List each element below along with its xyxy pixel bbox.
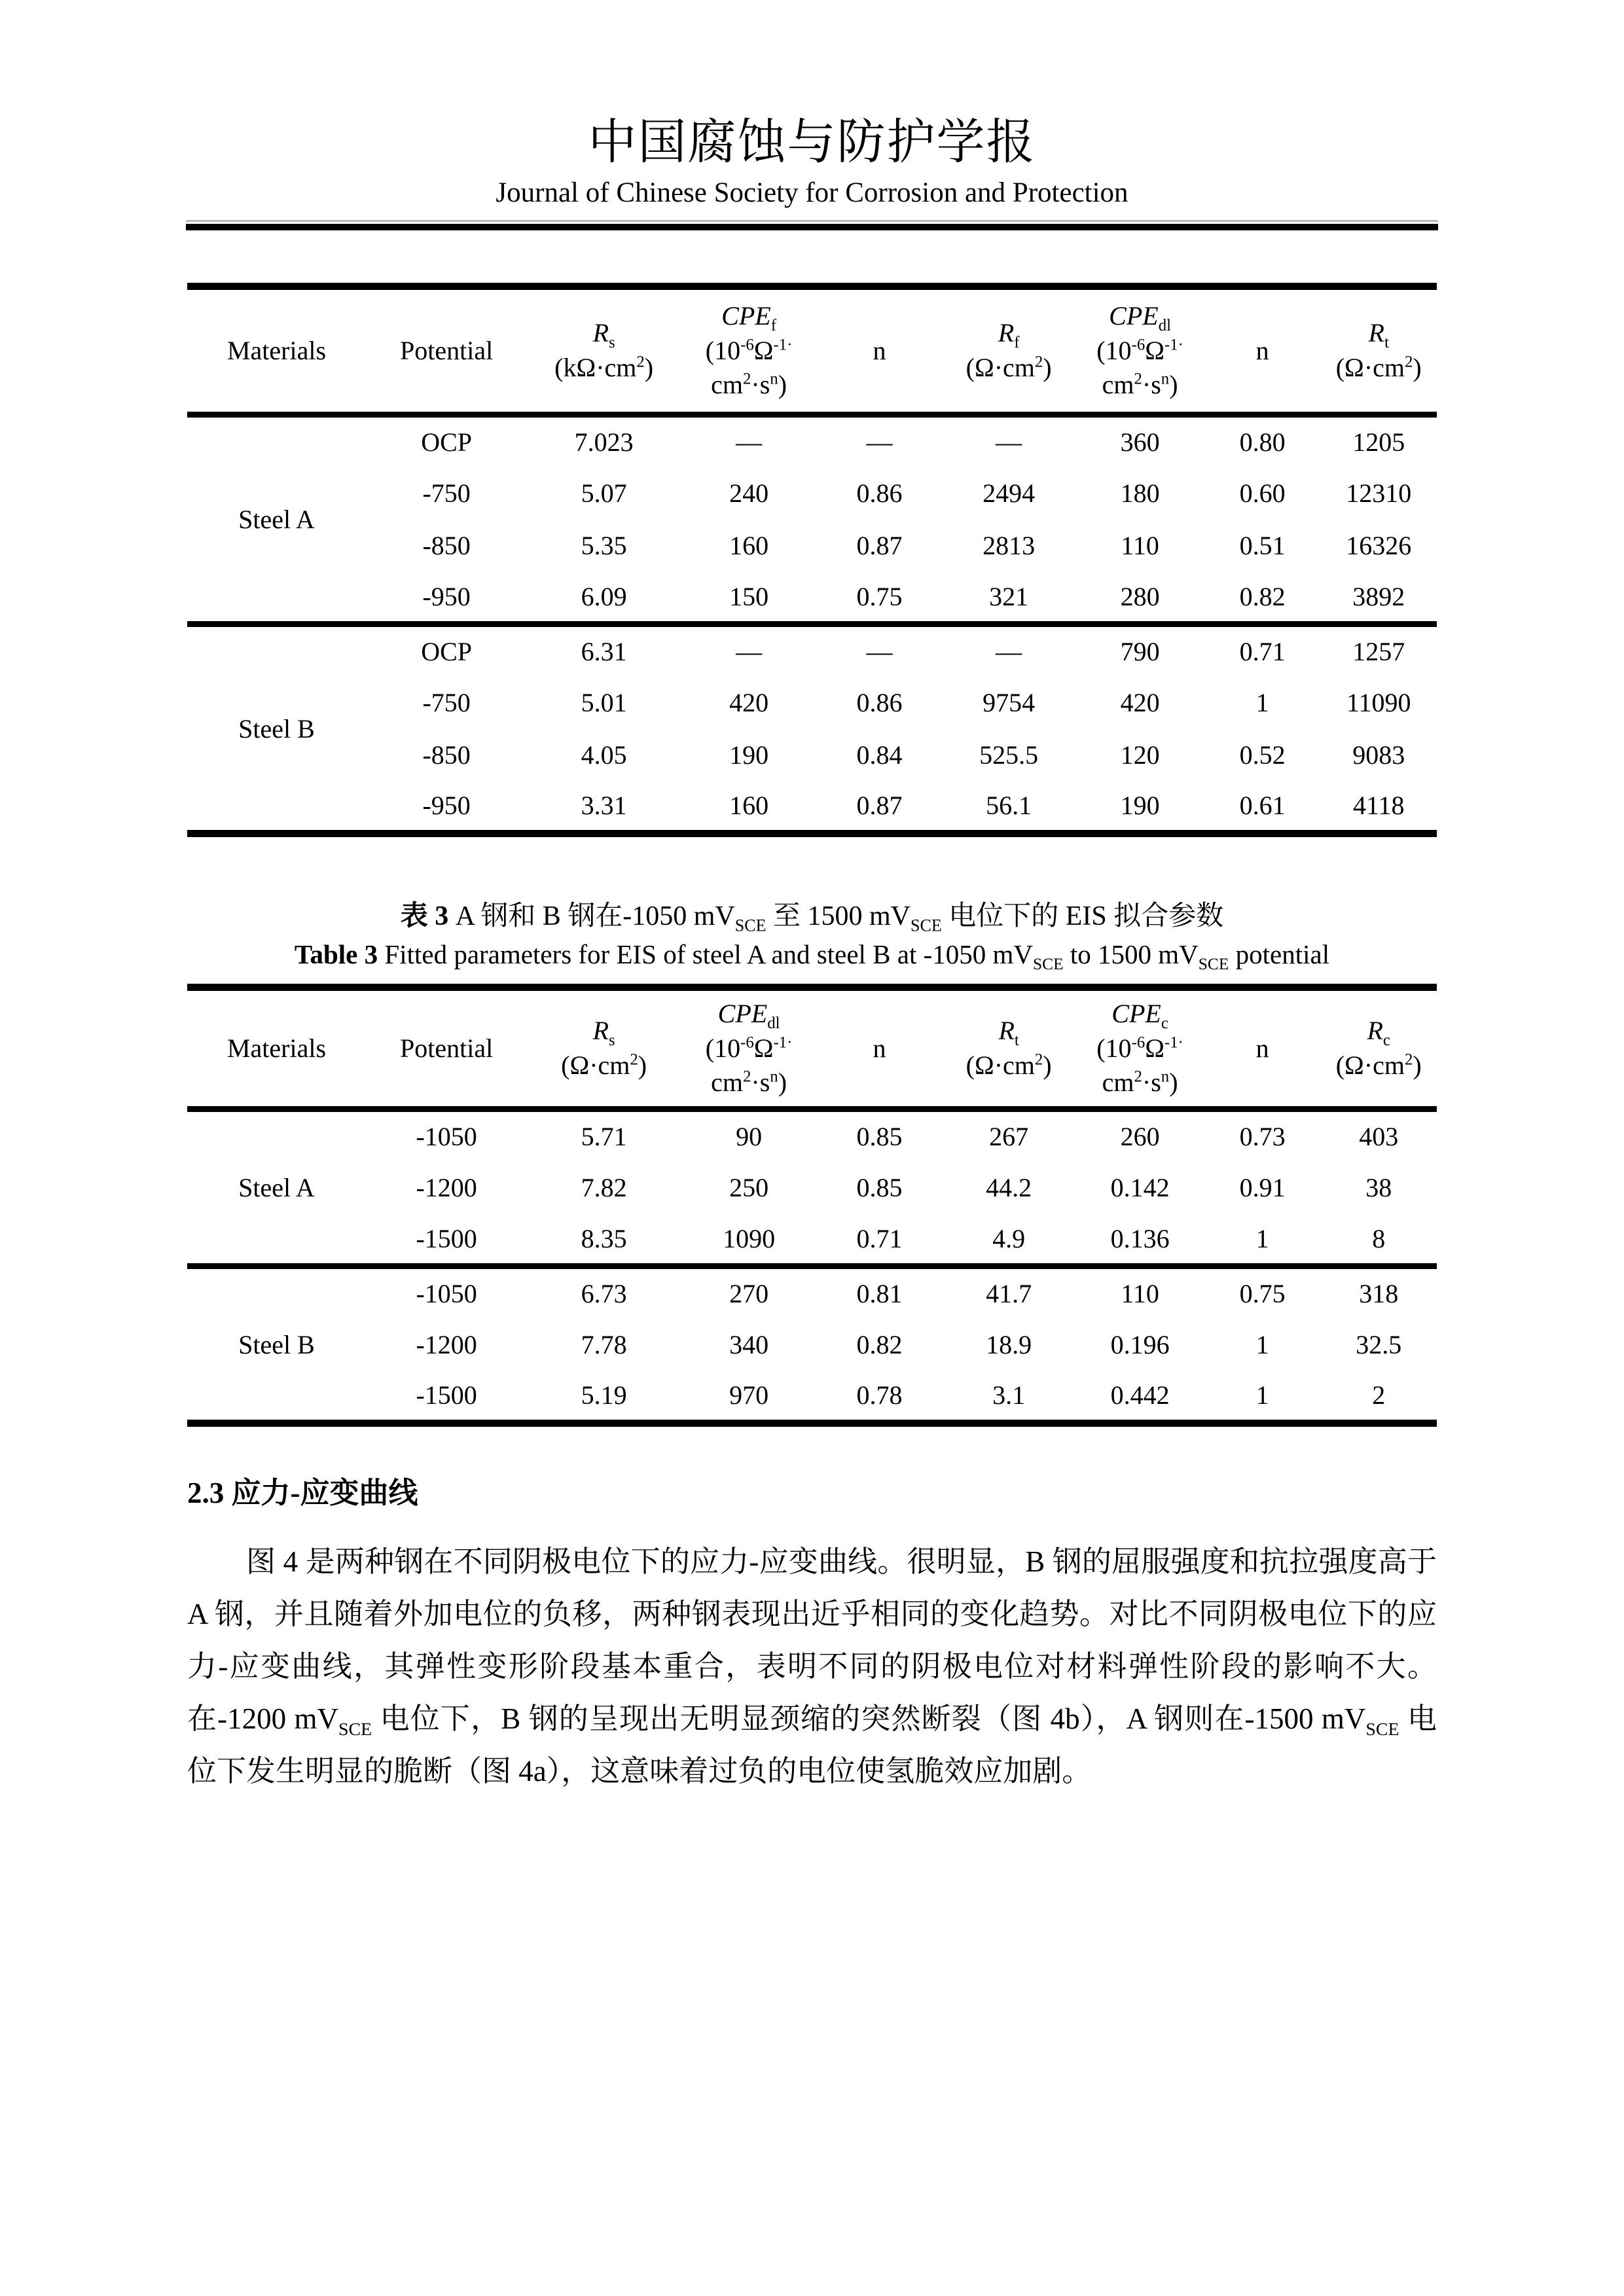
- table-cell: 1090: [723, 1223, 776, 1253]
- table-cell: 321: [989, 581, 1029, 611]
- potential-cell: -850: [422, 740, 471, 770]
- journal-header: [0, 0, 1624, 230]
- table-cell: 420: [729, 688, 769, 717]
- table-cell: 7.023: [574, 427, 634, 457]
- table-cell: 0.136: [1110, 1223, 1170, 1253]
- table-cell: 9083: [1352, 740, 1405, 770]
- table-cell: 150: [729, 581, 769, 611]
- table-cell: 340: [729, 1330, 769, 1359]
- table-row: [187, 1162, 1437, 1214]
- table-cell: 0.71: [856, 1223, 903, 1253]
- table-cell: 5.35: [581, 531, 627, 560]
- table-cell: 110: [1121, 1279, 1159, 1309]
- potential-cell: -950: [422, 581, 471, 611]
- column-header-n2: n: [1255, 335, 1269, 365]
- steel-a-group: [187, 415, 1437, 624]
- section-heading: 2.3 应力-应变曲线: [187, 1477, 418, 1509]
- table-3-caption-chinese: 表 3 A 钢和 B 钢在-1050 $mV_{SCE}$ 至 1500 $mV_{SCE}$ 电位下的 EIS 拟合参数: [400, 901, 1224, 935]
- table-cell: 190: [1120, 791, 1160, 821]
- table-cell: 2: [1372, 1380, 1386, 1410]
- table-cell: 0.86: [856, 688, 903, 717]
- table-cell: 11090: [1346, 688, 1411, 717]
- table-cell: 0.81: [856, 1279, 903, 1309]
- column-header-n1: n: [873, 1033, 886, 1063]
- table-cell: 1205: [1352, 427, 1405, 457]
- table-cell: 190: [729, 740, 769, 770]
- table-cell: 0.80: [1239, 427, 1286, 457]
- table-cell: 525.5: [979, 740, 1039, 770]
- potential-cell: -1200: [416, 1330, 477, 1359]
- material-cell: Steel B: [238, 713, 315, 744]
- table-cell: 1: [1255, 1330, 1269, 1359]
- table-cell: 32.5: [1356, 1330, 1402, 1359]
- table-cell: —: [996, 427, 1022, 457]
- column-header-rs: $R_s$ $(k\Omega\cdot cm^2)$: [554, 318, 654, 382]
- potential-cell: OCP: [421, 637, 473, 667]
- table-3-caption-english: Table 3 Fitted parameters for EIS of steel A and steel B at -1050 $mV_{SCE}$ to 1500 $mV_{SCE}$ potential: [294, 939, 1330, 974]
- table-row: [187, 520, 1437, 572]
- table-cell: 3892: [1352, 581, 1405, 611]
- table-cell: 3.31: [581, 791, 627, 821]
- table-cell: 8: [1372, 1223, 1386, 1253]
- column-header-potential: Potential: [400, 335, 494, 365]
- table-cell: 12310: [1346, 478, 1412, 508]
- table-cell: 0.60: [1239, 478, 1286, 508]
- table-cell: 160: [729, 791, 769, 821]
- table-cell: 1: [1255, 688, 1269, 717]
- column-header-cpe-dl: $CPE_{dl}$ ($10^{-6}\Omega^{-1\cdot}$ $cm^2\cdot s^n$): [1096, 300, 1183, 400]
- table-cell: 0.61: [1239, 791, 1286, 821]
- table-header-row: [187, 287, 1437, 415]
- table-3-header: [187, 988, 1437, 1109]
- table-cell: 240: [729, 478, 769, 508]
- column-header-n1: n: [873, 335, 886, 365]
- table-cell: 250: [729, 1173, 769, 1202]
- potential-cell: -1500: [416, 1223, 477, 1253]
- table-cell: 790: [1120, 637, 1160, 667]
- table-cell: 2813: [983, 531, 1036, 560]
- table-cell: 420: [1120, 688, 1160, 717]
- table-row: [187, 781, 1437, 834]
- table-cell: 4.9: [992, 1223, 1026, 1253]
- table-cell: 0.52: [1239, 740, 1286, 770]
- table-cell: 8.35: [581, 1223, 627, 1253]
- material-cell: Steel B: [238, 1329, 315, 1359]
- table-cell: 0.85: [856, 1122, 903, 1152]
- table-cell: 0.75: [1239, 1279, 1286, 1309]
- table-header-row: [187, 988, 1437, 1109]
- table-cell: 6.31: [581, 637, 627, 667]
- table-cell: 1257: [1352, 637, 1405, 667]
- table-cell: 4118: [1352, 791, 1405, 821]
- table-row: [187, 467, 1437, 520]
- table-cell: 0.73: [1239, 1122, 1286, 1152]
- potential-cell: -750: [422, 688, 471, 717]
- eis-parameters-table-1: [187, 283, 1437, 837]
- table-cell: 0.78: [856, 1380, 903, 1410]
- table-cell: 970: [729, 1380, 769, 1410]
- table-cell: 0.51: [1239, 531, 1286, 560]
- table-cell: 5.07: [581, 478, 627, 508]
- column-header-cpe-c: $CPE_c$ ($10^{-6}\Omega^{-1\cdot}$ $cm^2\cdot s^n$): [1096, 998, 1183, 1098]
- table-cell: 0.87: [856, 531, 903, 560]
- table-cell: 18.9: [986, 1330, 1032, 1359]
- table-cell: 270: [729, 1279, 769, 1309]
- table-cell: 5.71: [581, 1122, 627, 1152]
- column-header-n2: n: [1255, 1033, 1269, 1063]
- potential-cell: -1050: [416, 1122, 477, 1152]
- body-paragraph: 图 4 是两种钢在不同阴极电位下的应力-应变曲线。很明显，B 钢的屈服强度和抗拉强度高于 A 钢，并且随着外加电位的负移，两种钢表现出近乎相同的变化趋势。对比不同阴极电位下的应力-应变曲线，其弹性变形阶段基本重合，表明不同的阴极电位对材料弹性阶段的影响不大。在-1200 $mV_{SCE}$ 电位下，B 钢的呈现出无明显颈缩的突然断裂（图 4b），A 钢则在-1500 $mV_{SCE}$ 电位下发生明显的脆断（图 4a），这意味着过负的电位使氢脆效应加剧。: [187, 1545, 1437, 1787]
- header-rule-thick-line: [186, 224, 1438, 230]
- journal-title-english: Journal of Chinese Society for Corrosion and Protection: [496, 177, 1128, 208]
- table-cell: 318: [1359, 1279, 1399, 1309]
- potential-cell: -750: [422, 478, 471, 508]
- table-cell: 0.85: [856, 1173, 903, 1202]
- table-cell: 267: [989, 1122, 1029, 1152]
- header-rule-thin-line: [186, 220, 1438, 222]
- table-cell: 0.75: [856, 581, 903, 611]
- material-cell: Steel A: [238, 1173, 315, 1202]
- table-cell: 9754: [983, 688, 1036, 717]
- table-cell: 110: [1121, 531, 1159, 560]
- table-cell: 360: [1120, 427, 1160, 457]
- table-cell: 0.82: [1239, 581, 1286, 611]
- eis-parameters-table-3: [187, 984, 1437, 1427]
- table-cell: 5.01: [581, 688, 627, 717]
- steel-a-group: [187, 1109, 1437, 1266]
- table-cell: 6.73: [581, 1279, 627, 1309]
- table-cell: 0.71: [1239, 637, 1286, 667]
- table-cell: 0.196: [1110, 1330, 1170, 1359]
- table-cell: 1: [1255, 1380, 1269, 1410]
- table-row: [187, 624, 1437, 677]
- page-content: [187, 283, 1437, 1797]
- table-cell: 0.91: [1239, 1173, 1286, 1202]
- table-cell: 0.82: [856, 1330, 903, 1359]
- table-row: [187, 415, 1437, 467]
- potential-cell: -1500: [416, 1380, 477, 1410]
- table-cell: 260: [1120, 1122, 1160, 1152]
- steel-b-group: [187, 1266, 1437, 1424]
- table-cell: 41.7: [986, 1279, 1032, 1309]
- steel-b-group: [187, 624, 1437, 834]
- column-header-rf: $R_f$ $(\Omega\cdot cm^2)$: [965, 318, 1052, 382]
- table-cell: 2494: [983, 478, 1036, 508]
- column-header-cpe-dl: $CPE_{dl}$ ($10^{-6}\Omega^{-1\cdot}$ $cm^2\cdot s^n$): [705, 998, 793, 1098]
- table-cell: 120: [1120, 740, 1160, 770]
- table-cell: 0.442: [1110, 1380, 1170, 1410]
- column-header-materials: Materials: [226, 335, 327, 365]
- column-header-rt: $R_t$ $(\Omega\cdot cm^2)$: [1335, 318, 1422, 382]
- header-rule: [186, 220, 1438, 230]
- table-cell: 7.82: [581, 1173, 627, 1202]
- table-row: [187, 1266, 1437, 1319]
- table-cell: 0.86: [856, 478, 903, 508]
- table-row: [187, 677, 1437, 729]
- table-cell: —: [736, 637, 763, 667]
- table-cell: 0.84: [856, 740, 903, 770]
- potential-cell: OCP: [421, 427, 473, 457]
- column-header-materials: Materials: [226, 1033, 327, 1063]
- table-cell: 7.78: [581, 1330, 627, 1359]
- table-cell: 1: [1255, 1223, 1269, 1253]
- column-header-rt: $R_t$ $(\Omega\cdot cm^2)$: [965, 1016, 1052, 1080]
- table-cell: 180: [1120, 478, 1160, 508]
- table-cell: 3.1: [992, 1380, 1026, 1410]
- table-cell: 0.142: [1110, 1173, 1170, 1202]
- table-cell: 160: [729, 531, 769, 560]
- table-cell: 5.19: [581, 1380, 627, 1410]
- table-cell: 280: [1120, 581, 1160, 611]
- table-cell: 0.87: [856, 791, 903, 821]
- journal-title-chinese: 中国腐蚀与防护学报: [588, 116, 1036, 170]
- potential-cell: -950: [422, 791, 471, 821]
- table-cell: —: [996, 637, 1022, 667]
- table-cell: 90: [736, 1122, 763, 1152]
- table-cell: 56.1: [986, 791, 1032, 821]
- table-cell: 16326: [1346, 531, 1412, 560]
- table-cell: 44.2: [986, 1173, 1032, 1202]
- potential-cell: -1200: [416, 1173, 477, 1202]
- column-header-rs: $R_s$ $(\Omega\cdot cm^2)$: [561, 1016, 647, 1080]
- table-cell: —: [736, 427, 763, 457]
- table-row: [187, 1214, 1437, 1266]
- table-cell: —: [866, 427, 893, 457]
- table-row: [187, 572, 1437, 624]
- table-row: [187, 729, 1437, 781]
- column-header-potential: Potential: [400, 1033, 494, 1063]
- table-cell: 403: [1359, 1122, 1399, 1152]
- table-cell: —: [866, 637, 893, 667]
- table-1-header: [187, 287, 1437, 415]
- material-cell: Steel A: [238, 505, 315, 534]
- potential-cell: -1050: [416, 1279, 477, 1309]
- potential-cell: -850: [422, 531, 471, 560]
- column-header-rc: $R_c$ $(\Omega\cdot cm^2)$: [1335, 1016, 1422, 1080]
- table-row: [187, 1371, 1437, 1424]
- table-cell: 38: [1365, 1173, 1392, 1202]
- table-row: [187, 1109, 1437, 1162]
- column-header-cpe-f: $CPE_f$ ($10^{-6}\Omega^{-1\cdot}$ $cm^2\cdot s^n$): [705, 300, 793, 400]
- table-cell: 6.09: [581, 581, 627, 611]
- table-3-caption: [187, 897, 1437, 973]
- table-cell: 4.05: [581, 740, 627, 770]
- table-row: [187, 1319, 1437, 1371]
